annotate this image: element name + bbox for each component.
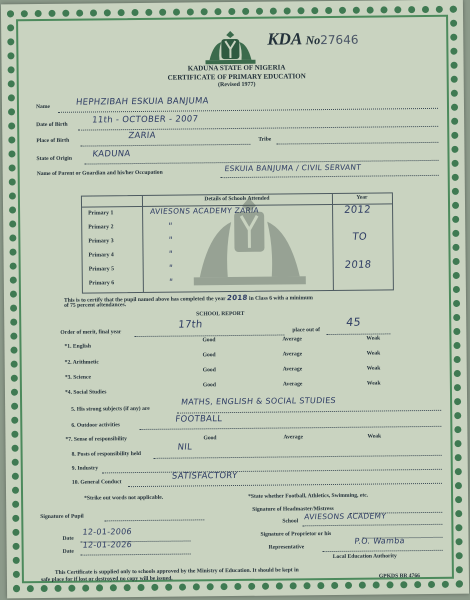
certify-part1: This is to certify that the pupil named above has completed the year (63, 296, 226, 304)
table-cell-school: " (168, 277, 174, 288)
general-conduct: SATISFACTORY (171, 470, 238, 482)
conduct-label: 10. General Conduct (71, 479, 122, 486)
table-cell-year: TO (351, 231, 368, 243)
date-value-1: 12-01-2006 (82, 527, 133, 537)
lea-label: Local Education Authority (332, 553, 397, 560)
outdoor-activities: FOOTBALL (174, 414, 223, 425)
strong-subjects-label: 5. His strong subjects (if any) are (71, 405, 150, 413)
grade-weak: Weak (366, 335, 381, 342)
grade-good: Good (202, 382, 216, 389)
table-row-label: Primary 3 (88, 238, 114, 245)
table-cell-school: " (167, 235, 174, 246)
serial-no-label: No (305, 33, 321, 48)
date-label-1: Date (62, 535, 74, 542)
table-cell-school: " (167, 221, 173, 232)
industry-label: 9. Industry (71, 465, 99, 472)
watermark-crest-icon (179, 191, 320, 292)
head-signature-label: Signature of Headmaster/Mistress (252, 505, 334, 513)
place-of-birth: ZARIA (127, 130, 157, 142)
certify-part2: in Class 6 with a minimum (248, 295, 313, 302)
class-size: 45 (345, 315, 362, 329)
grade-good: Good (202, 367, 216, 374)
certificate-body (27, 22, 443, 584)
grade-average: Average (282, 351, 303, 358)
grade-weak: Weak (367, 433, 382, 440)
year-header: Year (356, 194, 368, 201)
subject-science: *3. Science (64, 374, 91, 381)
date-label-2: Date (62, 548, 74, 555)
table-row-label: Primary 6 (88, 280, 115, 287)
grade-weak: Weak (366, 350, 381, 357)
table-cell-year: 2012 (343, 204, 372, 216)
grade-average: Average (282, 366, 303, 373)
proprietor-label: Signature of Proprietor or his (260, 531, 332, 538)
pupil-signature-label: Signature of Pupil (40, 513, 84, 521)
table-row-label: Primary 5 (88, 266, 114, 273)
state-of-origin: KADUNA (92, 149, 131, 160)
school-stamp-name: AVIESONS ACADEMY (303, 511, 387, 522)
table-row-label: Primary 4 (88, 252, 114, 259)
strong-subjects: MATHS, ENGLISH & SOCIAL STUDIES (180, 395, 337, 407)
posts-held: NIL (177, 442, 193, 453)
form-code: GPKDS BR 4766 (378, 573, 420, 580)
origin-label: State of Origin (36, 155, 72, 163)
parent-label: Name of Parent or Guardian and his/her Occupation (36, 169, 163, 178)
date-of-birth: 11th - OCTOBER - 2007 (91, 114, 199, 126)
grade-weak: Weak (366, 365, 381, 372)
revised-year: (Revised 1977) (217, 81, 256, 89)
table-cell-year: 2018 (344, 259, 372, 271)
place-out-of-label: place out of (292, 327, 321, 334)
state-heading: KADUNA STATE OF NIGERIA (187, 63, 286, 73)
pupil-name: HEPHZIBAH ESKUIA BANJUMA (75, 96, 210, 108)
order-of-merit-label: Order of merit, final year (60, 329, 122, 336)
responsibility-label: *7. Sense of responsibility (65, 436, 127, 443)
parent-guardian: ESKUIA BANJUMA / CIVIL SERVANT (224, 162, 362, 174)
schools-header: Details of Schools Attended (204, 195, 270, 203)
grade-weak: Weak (366, 380, 381, 387)
serial-number (267, 29, 358, 50)
grade-good: Good (202, 352, 216, 359)
outdoor-label: 6. Outdoor activities (71, 422, 120, 429)
serial-value: 27646 (320, 32, 359, 48)
table-row-label: Primary 1 (88, 210, 114, 217)
subject-arithmetic: *2. Arithmetic (64, 359, 99, 366)
subject-social-studies: *4. Social Studies (64, 389, 107, 396)
representative-signature: P.O. Wamba (354, 536, 406, 546)
school-report-title: SCHOOL REPORT (196, 310, 245, 318)
grade-good: Good (203, 435, 217, 442)
completion-year: 2018 (226, 293, 248, 303)
dob-label: Date of Birth (36, 121, 68, 129)
pob-label: Place of Birth (36, 137, 70, 145)
certify-line2: of 75 percent attendances. (64, 302, 127, 309)
table-cell-school: AVIESONS ACADEMY ZARIA (149, 205, 260, 216)
serial-prefix: KDA (267, 29, 302, 49)
table-cell-school: " (168, 263, 174, 274)
footer-line2: safe place for if lost or destroyed no copy will be issued. (40, 575, 173, 584)
date-value-2: 12-01-2026 (82, 540, 133, 550)
posts-label: 8. Posts of responsibility held (71, 450, 142, 458)
table-cell-school: " (168, 249, 174, 260)
representative-label: Representative (268, 544, 305, 551)
state-whether-note: *State whether Football, Athletics, Swimming, etc. (248, 492, 369, 500)
certificate-sheet (1, 0, 469, 598)
tribe-label: Tribe (258, 136, 272, 143)
school-label: School (282, 518, 299, 525)
grade-average: Average (282, 336, 302, 343)
name-label: Name (35, 103, 50, 111)
strike-note: *Strike out words not applicable. (84, 494, 164, 502)
coat-of-arms-emblem (195, 28, 265, 67)
grade-average: Average (282, 381, 303, 388)
grade-good: Good (202, 337, 216, 344)
subject-english: *1. English (64, 343, 91, 350)
certificate-title: CERTIFICATE OF PRIMARY EDUCATION (167, 72, 306, 82)
table-row-label: Primary 2 (88, 224, 114, 231)
order-of-merit: 17th (177, 319, 203, 331)
grade-average: Average (283, 434, 303, 441)
footer-line1: This Certificate is supplied only to schools approved by the Ministry of Education. It should be kept in (54, 567, 299, 576)
